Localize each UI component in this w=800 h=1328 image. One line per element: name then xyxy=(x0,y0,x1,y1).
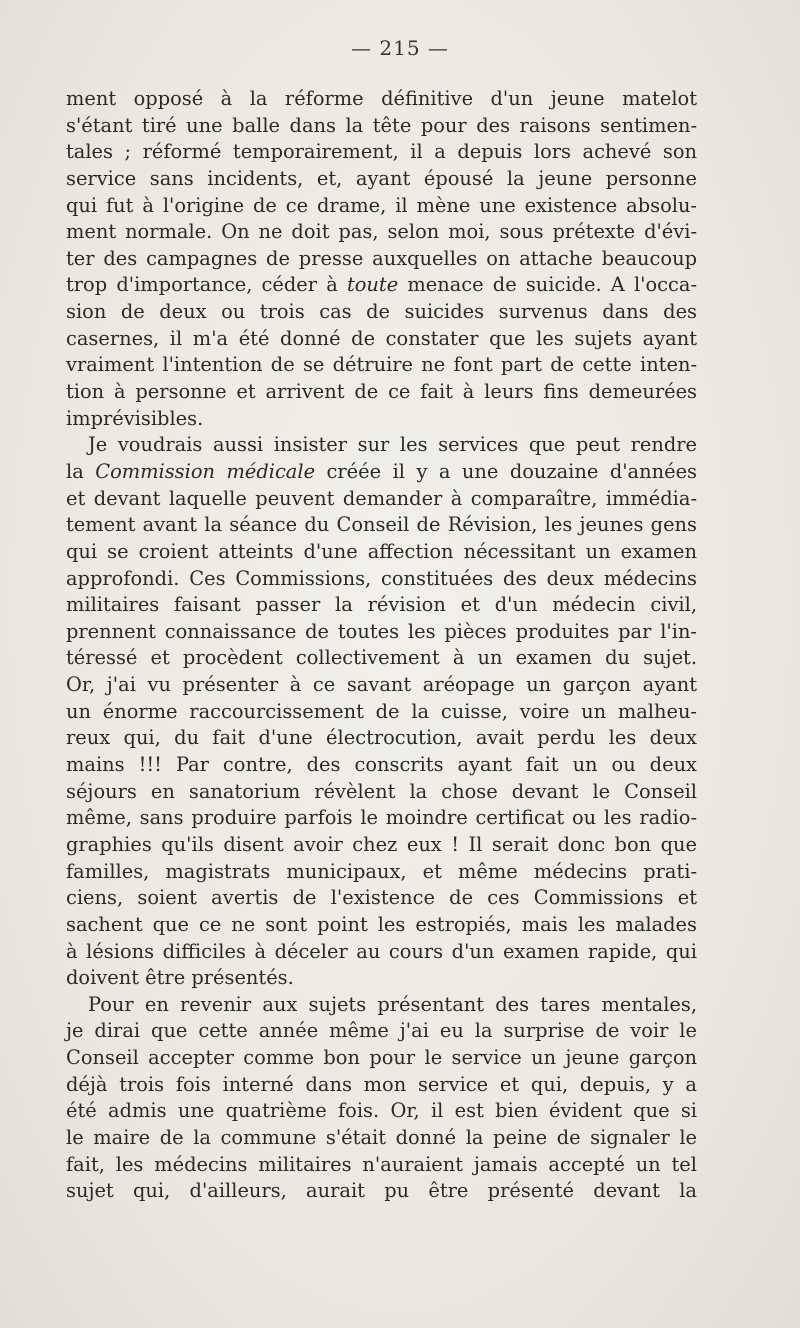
text-line xyxy=(66,1178,697,1205)
text-line xyxy=(66,272,697,299)
text-run: Je voudrais aussi insister sur les services que peut rendre xyxy=(88,433,697,457)
text-line xyxy=(66,885,697,912)
text-run: fait, les médecins militaires n'auraient jamais accepté un tel xyxy=(66,1152,697,1176)
text-run: vraiment l'intention de se détruire ne font part de cette inten- xyxy=(66,353,697,377)
italic-term: toute xyxy=(346,273,399,297)
text-run: ciens, soient avertis de l'existence de ces Commissions et xyxy=(66,886,697,910)
text-run: imprévisibles. xyxy=(66,406,204,430)
text-line xyxy=(66,459,697,486)
text-line xyxy=(66,299,697,326)
text-run: le maire de la commune s'était donné la peine de signaler le xyxy=(66,1125,697,1149)
text-line xyxy=(66,672,697,699)
text-run: été admis une quatrième fois. Or, il est bien évident que si xyxy=(66,1099,697,1123)
text-run: qui fut à l'origine de ce drame, il mène une existence absolu- xyxy=(66,193,697,217)
text-line xyxy=(66,779,697,806)
text-line xyxy=(66,912,697,939)
text-run: trop d'importance, céder à xyxy=(66,273,347,297)
text-run: déjà trois fois interné dans mon service et qui, depuis, y a xyxy=(66,1072,697,1096)
text-run: s'étant tiré une balle dans la tête pour des raisons sentimen- xyxy=(66,113,697,137)
text-run: Conseil accepter comme bon pour le service un jeune garçon xyxy=(66,1046,697,1070)
text-line xyxy=(66,965,697,992)
text-line xyxy=(66,859,697,886)
text-line xyxy=(66,725,697,752)
text-run: mains !!! Par contre, des conscrits ayant fait un ou deux xyxy=(66,753,697,777)
text-run: graphies qu'ils disent avoir chez eux ! Il serait donc bon que xyxy=(66,832,697,856)
italic-term: Commission médicale xyxy=(95,459,316,483)
text-line xyxy=(66,193,697,220)
text-line xyxy=(66,539,697,566)
text-line xyxy=(66,86,697,113)
text-line xyxy=(66,619,697,646)
text-line xyxy=(66,352,697,379)
text-line xyxy=(66,139,697,166)
text-line xyxy=(66,512,697,539)
text-run: casernes, il m'a été donné de constater que les sujets ayant xyxy=(66,326,697,350)
text-run: créée il y a une douzaine d'années xyxy=(315,459,697,483)
text-run: même, sans produire parfois le moindre certificat ou les radio- xyxy=(66,806,697,830)
text-run: qui se croient atteints d'une affection nécessitant un examen xyxy=(66,539,697,563)
text-line xyxy=(66,566,697,593)
text-line xyxy=(66,1098,697,1125)
text-run: la xyxy=(66,459,96,483)
text-run: reux qui, du fait d'une électrocution, avait perdu les deux xyxy=(66,726,697,750)
text-line xyxy=(66,939,697,966)
text-run: tion à personne et arrivent de ce fait à leurs fins demeurées xyxy=(66,380,697,404)
text-run: séjours en sanatorium révèlent la chose devant le Conseil xyxy=(66,779,697,803)
text-line xyxy=(66,645,697,672)
text-run: et devant laquelle peuvent demander à comparaître, immédia- xyxy=(66,486,697,510)
text-line xyxy=(66,379,697,406)
text-run: un énorme raccourcissement de la cuisse, voire un malheu- xyxy=(66,699,697,723)
text-line xyxy=(66,832,697,859)
text-line xyxy=(66,1045,697,1072)
text-run: approfondi. Ces Commissions, constituées des deux médecins xyxy=(66,566,697,590)
text-line xyxy=(66,805,697,832)
text-run: militaires faisant passer la révision et d'un médecin civil, xyxy=(66,593,697,617)
text-run: familles, magistrats municipaux, et même médecins prati- xyxy=(66,859,697,883)
text-run: ter des campagnes de presse auxquelles on attache beaucoup xyxy=(66,246,697,270)
text-run: tement avant la séance du Conseil de Révision, les jeunes gens xyxy=(66,513,697,537)
text-line xyxy=(66,326,697,353)
text-line xyxy=(66,1018,697,1045)
text-run: menace de suicide. A l'occa- xyxy=(398,273,698,297)
text-line xyxy=(66,752,697,779)
text-line xyxy=(66,1072,697,1099)
text-line xyxy=(66,1125,697,1152)
text-run: à lésions difficiles à déceler au cours d'un examen rapide, qui xyxy=(66,939,697,963)
text-run: sion de deux ou trois cas de suicides survenus dans des xyxy=(66,300,697,324)
text-line xyxy=(66,699,697,726)
text-run: tales ; réformé temporairement, il a depuis lors achevé son xyxy=(66,140,697,164)
text-run: Or, j'ai vu présenter à ce savant aréopage un garçon ayant xyxy=(66,673,697,697)
text-line xyxy=(66,219,697,246)
text-run: ment normale. On ne doit pas, selon moi, sous prétexte d'évi- xyxy=(66,220,697,244)
text-run: service sans incidents, et, ayant épousé la jeune personne xyxy=(66,166,697,190)
text-line xyxy=(66,166,697,193)
text-run: sujet qui, d'ailleurs, aurait pu être présenté devant la xyxy=(66,1179,697,1203)
text-line xyxy=(66,992,697,1019)
text-line xyxy=(66,113,697,140)
text-run: prennent connaissance de toutes les pièces produites par l'in- xyxy=(66,619,697,643)
text-line xyxy=(66,1152,697,1179)
text-line xyxy=(66,406,697,433)
text-run: je dirai que cette année même j'ai eu la surprise de voir le xyxy=(66,1019,697,1043)
body-text xyxy=(66,86,697,1205)
text-line xyxy=(66,246,697,273)
text-run: Pour en revenir aux sujets présentant des tares mentales, xyxy=(88,992,697,1016)
text-run: sachent que ce ne sont point les estropiés, mais les malades xyxy=(66,912,697,936)
text-line xyxy=(66,486,697,513)
page-number: — 215 — xyxy=(351,36,449,60)
text-line xyxy=(66,432,697,459)
text-line xyxy=(66,592,697,619)
text-run: téressé et procèdent collectivement à un examen du sujet. xyxy=(66,646,697,670)
text-run: ment opposé à la réforme définitive d'un jeune matelot xyxy=(66,87,697,110)
text-run: doivent être présentés. xyxy=(66,966,294,990)
